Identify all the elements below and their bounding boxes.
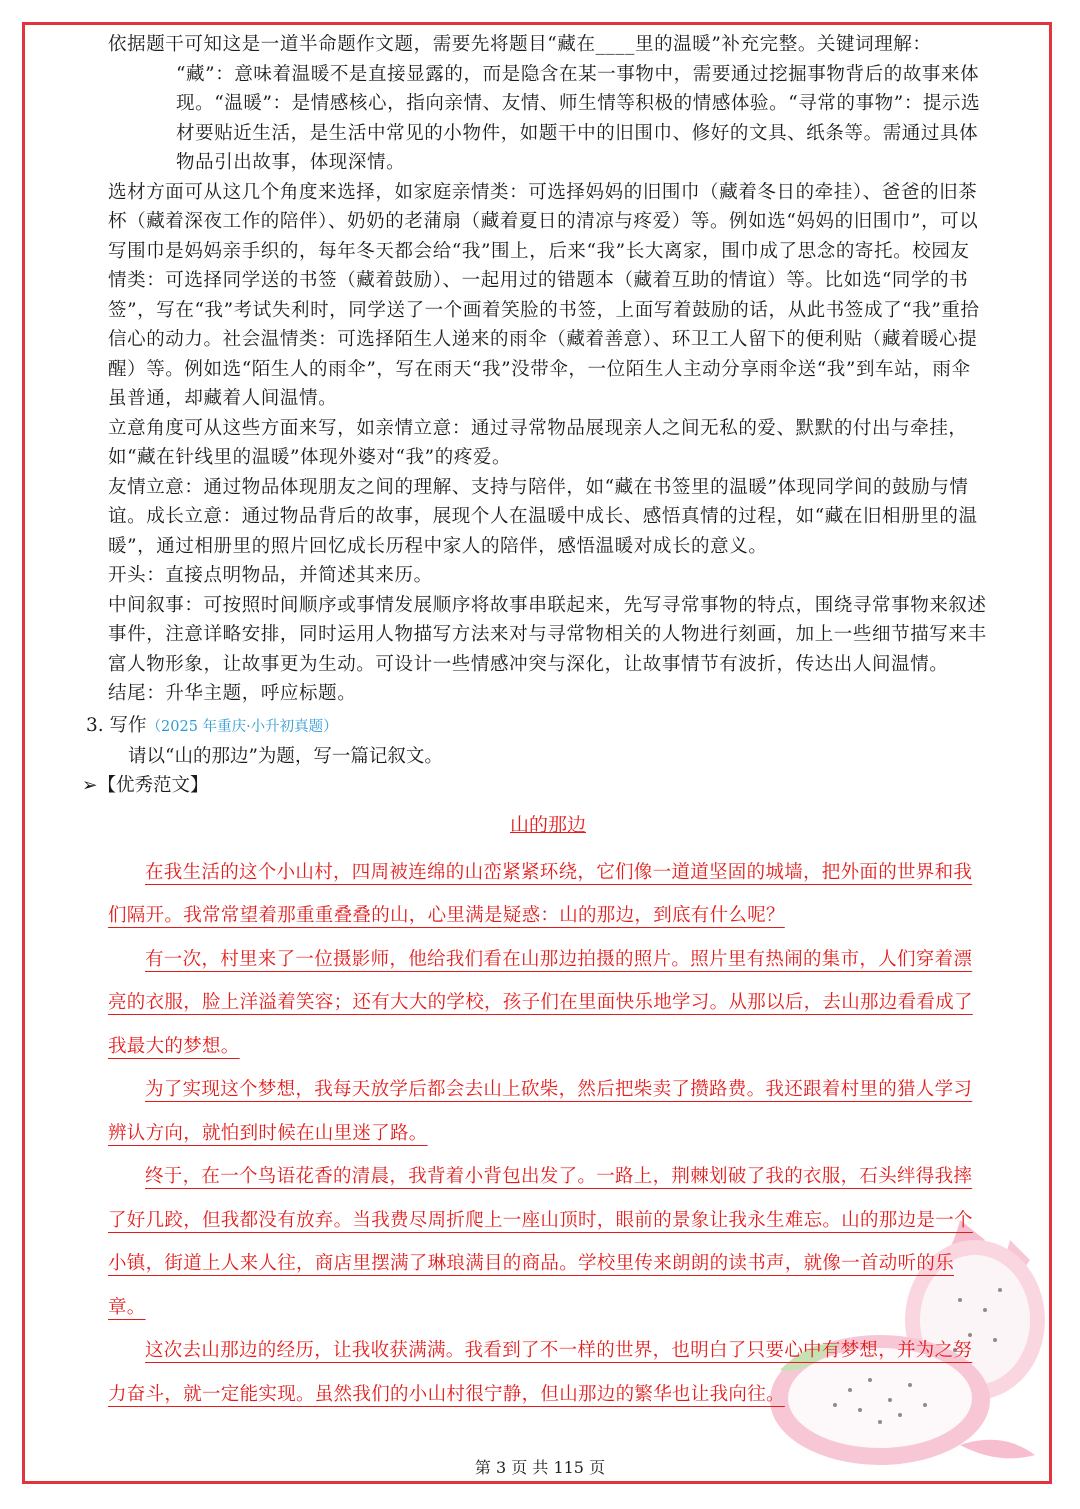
essay-body (108, 851, 988, 1417)
essay-paragraph: 这次去山那边的经历，让我收获满满。我看到了不一样的世界，也明白了只要心中有梦想，并为之努力奋斗，就一定能实现。虽然我们的小山村很宁静，但山那边的繁华也让我向往。 (108, 1340, 973, 1405)
analysis-intro-text: 依据题干可知这是一道半命题作文题，需要先将题目“藏在 (108, 34, 596, 55)
theme-label: 立意角度可从这些方面来写， (108, 417, 357, 439)
friend-text: 通过物品体现朋友之间的理解、支持与陪伴，如“藏在书签里的温暖”体现同学间的鼓励与情谊。成长立意：通过物品背后的故事，展现个人在温暖中成长、感悟真情的过程，如“藏在旧相册里的温暖”，通过相册里的照片回忆成长历程中家人的陪伴，感悟温暖对成长的意义。 (108, 476, 978, 557)
ending-label: 结尾： (108, 683, 166, 704)
material-label: 选材方面可从这几个角度来选择， (108, 181, 395, 203)
theme-paragraph (108, 414, 988, 473)
middle-paragraph (108, 591, 988, 680)
essay-title: 山的那边 (509, 813, 586, 836)
analysis-intro (108, 30, 988, 60)
question-source-tag: （2025 年重庆·小升初真题） (146, 718, 338, 735)
question-heading (86, 711, 966, 742)
ending-paragraph (108, 679, 988, 709)
page-content (82, 30, 988, 1416)
opening-paragraph (108, 561, 988, 591)
analysis-intro-rest: 里的温暖”补充完整。关键词理解： (634, 34, 932, 55)
ending-text: 升华主题，呼应标题。 (165, 683, 357, 704)
page-footer: 第 3 页 共 115 页 (474, 1458, 606, 1477)
essay-paragraph: 在我生活的这个小山村，四周被连绵的山峦紧紧环绕，它们像一道道坚固的城墙，把外面的世界和我们隔开。我常常望着那重重叠叠的山，心里满是疑惑：山的那边，到底有什么呢？ (108, 861, 973, 926)
material-paragraph (108, 178, 988, 414)
opening-text: 直接点明物品，并简述其来历。 (165, 565, 433, 586)
opening-label: 开头： (108, 565, 166, 586)
material-text: 如家庭亲情类：可选择妈妈的旧围巾（藏着冬日的牵挂）、爸爸的旧茶杯（藏着深夜工作的陪伴）、奶奶的老蒲扇（藏着夏日的清凉与疼爱）等。例如选“妈妈的旧围巾”，可以写围巾是妈妈亲手织的，每年冬天都会给“我”围上，后来“我”长大离家，围巾成了思念的寄托。校园友情类：可选择同学送的书签（藏着鼓励）、一起用过的错题本（藏着互助的情谊）等。比如选“同学的书签”，写在“我”考试失利时，同学送了一个画着笑脸的书签，上面写着鼓励的话，从此书签成了“我”重拾信心的动力。社会温情类：可选择陌生人递来的雨伞（藏着善意）、环卫工人留下的便利贴（藏着暖心提醒）等。例如选“陌生人的雨伞”，写在雨天“我”没带伞，一位陌生人主动分享雨伞送“我”到车站，雨伞虽普通，却藏着人间温情。 (108, 181, 980, 409)
question-prompt: 请以“山的那边”为题，写一篇记叙文。 (128, 745, 443, 767)
keywords-paragraph: “藏”：意味着温暖不是直接显露的，而是隐含在某一事物中，需要通过挖掘事物背后的故事来体现。“温暖”：是情感核心，指向亲情、友情、师生情等积极的情感体验。“寻常的事物”：提示选材要贴近生活，是生活中常见的小物件，如题干中的旧围巾、修好的文具、纸条等。需通过具体物品引出故事，体现深情。 (176, 63, 981, 173)
essay-paragraph: 终于，在一个鸟语花香的清晨，我背着小背包出发了。一路上，荆棘划破了我的衣服，石头绊得我摔了好几跤，但我都没有放弃。当我费尽周折爬上一座山顶时，眼前的景象让我永生难忘。山的那边是一个小镇，街道上人来人往，商店里摆满了琳琅满目的商品。学校里传来朗朗的读书声，就像一首动听的乐章。 (108, 1166, 973, 1318)
question-label: 写作 (109, 714, 147, 736)
essay-paragraph: 为了实现这个梦想，我每天放学后都会去山上砍柴，然后把柴卖了攒路费。我还跟着村里的猎人学习辨认方向，就怕到时候在山里迷了路。 (108, 1079, 973, 1144)
theme-text: 如亲情立意：通过寻常物品展现亲人之间无私的爱、默默的付出与牵挂，如“藏在针线里的温暖”体现外婆对“我”的疼爱。 (108, 417, 968, 468)
middle-text: 可按照时间顺序或事情发展顺序将故事串联起来，先写寻常事物的特点，围绕寻常事物来叙述事件，注意详略安排，同时运用人物描写方法来对与寻常物相关的人物进行刻画，加上一些细节描写来丰富人物形象，让故事更为生动。可设计一些情感冲突与深化，让故事情节有波折，传达出人间温情。 (108, 594, 987, 675)
title-blank: ____ (595, 34, 635, 55)
sample-essay-heading: ➢【优秀范文】 (82, 774, 209, 796)
friend-paragraph (108, 473, 988, 562)
friend-label: 友情立意： (108, 476, 204, 498)
middle-label: 中间叙事： (108, 594, 204, 616)
essay-paragraph: 有一次，村里来了一位摄影师，他给我们看在山那边拍摄的照片。照片里有热闹的集市，人们穿着漂亮的衣服，脸上洋溢着笑容；还有大大的学校，孩子们在里面快乐地学习。从那以后，去山那边看看成了我最大的梦想。 (108, 948, 973, 1057)
question-number: 3. (86, 714, 104, 736)
